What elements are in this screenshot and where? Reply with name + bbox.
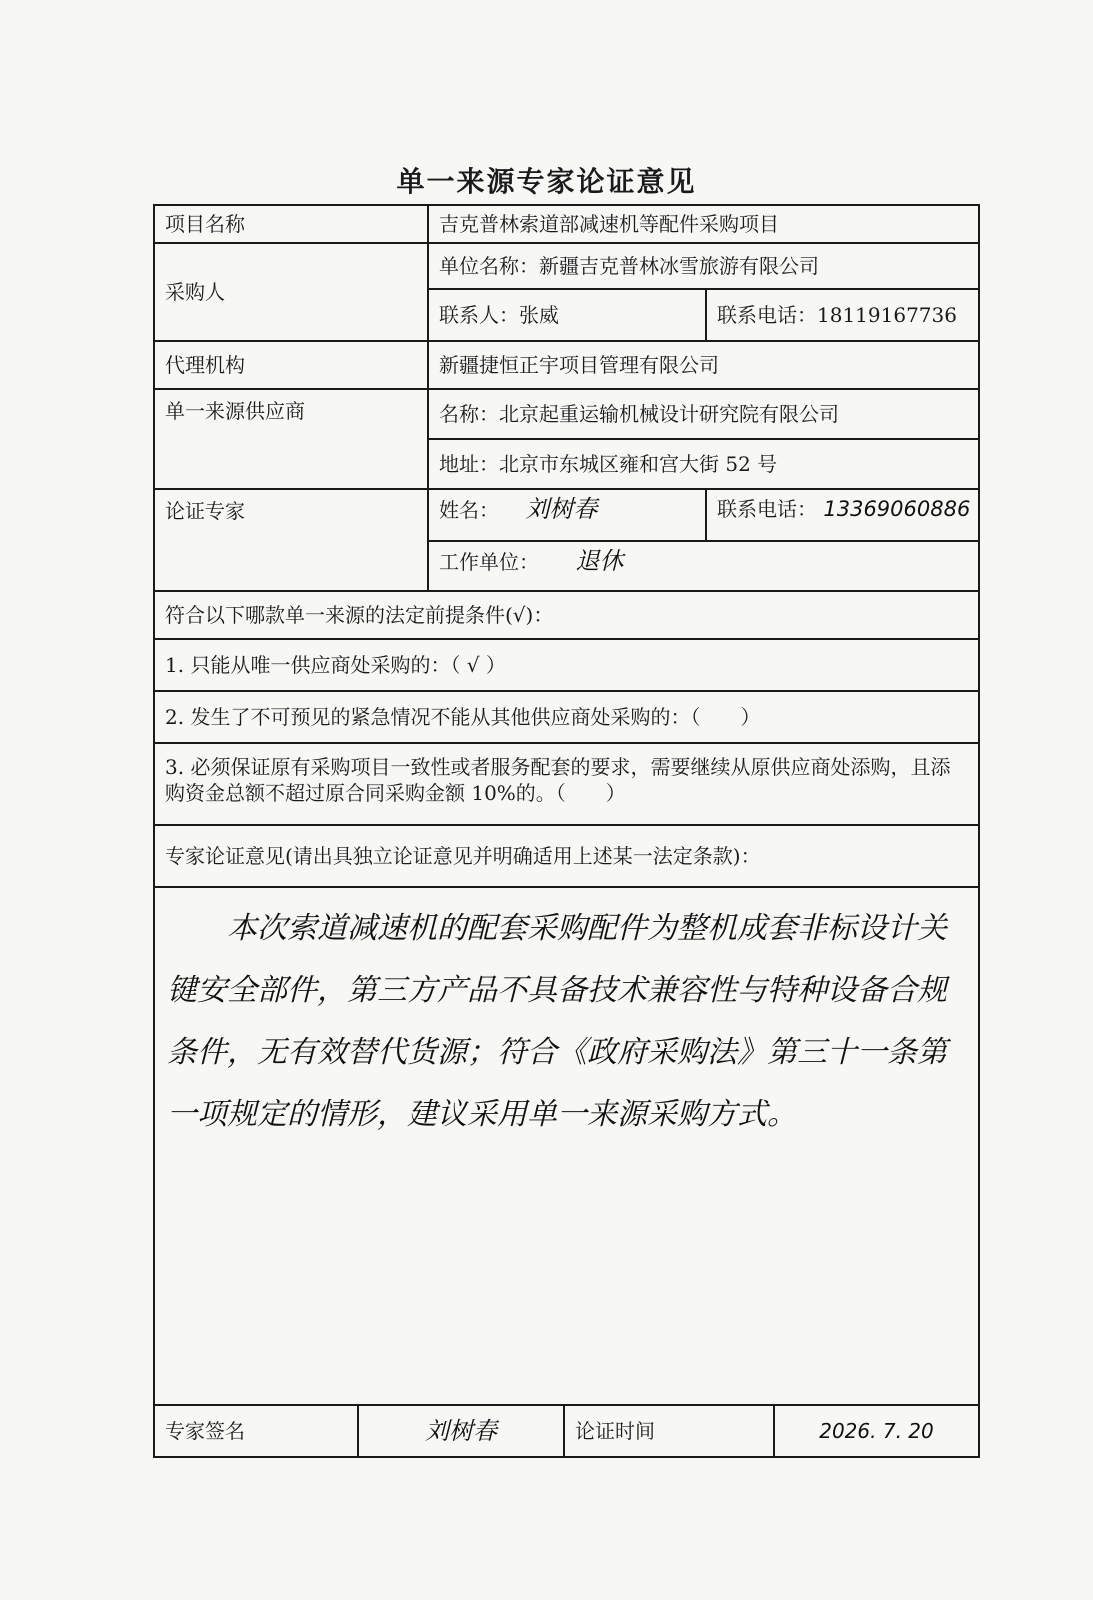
opinion-body-handwritten: 本次索道减速机的配套采购配件为整机成套非标设计关键安全部件，第三方产品不具备技术兼容性与特种设备合规条件，无有效替代货源；符合《政府采购法》第三十一条第一项规定的情形，建议采用单一来源采购方式。	[153, 886, 980, 1406]
condition-1: 1. 只能从唯一供应商处采购的：（ √ ）	[153, 638, 980, 692]
expert-name-handwritten: 刘树春	[525, 495, 598, 523]
expert-phone-cell	[705, 488, 980, 542]
agency-label: 代理机构	[153, 340, 429, 390]
purchaser-phone: 联系电话：18119167736	[705, 288, 980, 342]
purchaser-contact: 联系人：张威	[427, 288, 707, 342]
expert-work-cell	[427, 540, 980, 592]
date-label: 论证时间	[563, 1404, 775, 1458]
expert-work-handwritten: 退休	[575, 547, 624, 575]
expert-work-label: 工作单位：	[439, 550, 539, 574]
conditions-header: 符合以下哪款单一来源的法定前提条件(√)：	[153, 590, 980, 640]
expert-name-label: 姓名：	[439, 498, 499, 522]
supplier-address: 地址：北京市东城区雍和宫大街 52 号	[427, 438, 980, 490]
document-title: 单一来源专家论证意见	[396, 165, 697, 198]
expert-phone-handwritten: 13369060886	[823, 497, 971, 521]
project-label: 项目名称	[153, 204, 429, 244]
project-value: 吉克普林索道部减速机等配件采购项目	[427, 204, 980, 244]
agency-value: 新疆捷恒正宇项目管理有限公司	[427, 340, 980, 390]
expert-phone-label: 联系电话：	[717, 497, 817, 521]
date-handwritten: 2026. 7. 20	[773, 1404, 980, 1458]
expert-label: 论证专家	[153, 488, 429, 592]
supplier-name: 名称：北京起重运输机械设计研究院有限公司	[427, 388, 980, 440]
condition-2: 2. 发生了不可预见的紧急情况不能从其他供应商处采购的：（ ）	[153, 690, 980, 744]
opinion-header-text: 专家论证意见(请出具独立论证意见并明确适用上述某一法定条款)：	[153, 824, 980, 888]
purchaser-label: 采购人	[153, 242, 429, 342]
purchaser-unit: 单位名称：新疆吉克普林冰雪旅游有限公司	[427, 242, 980, 290]
signature-handwritten: 刘树春	[357, 1404, 565, 1458]
expert-name-cell	[427, 488, 707, 542]
signature-label: 专家签名	[153, 1404, 359, 1458]
condition-3: 3. 必须保证原有采购项目一致性或者服务配套的要求，需要继续从原供应商处添购，且添购资金总额不超过原合同采购金额 10%的。（ ）	[153, 742, 980, 826]
supplier-label: 单一来源供应商	[153, 388, 429, 490]
